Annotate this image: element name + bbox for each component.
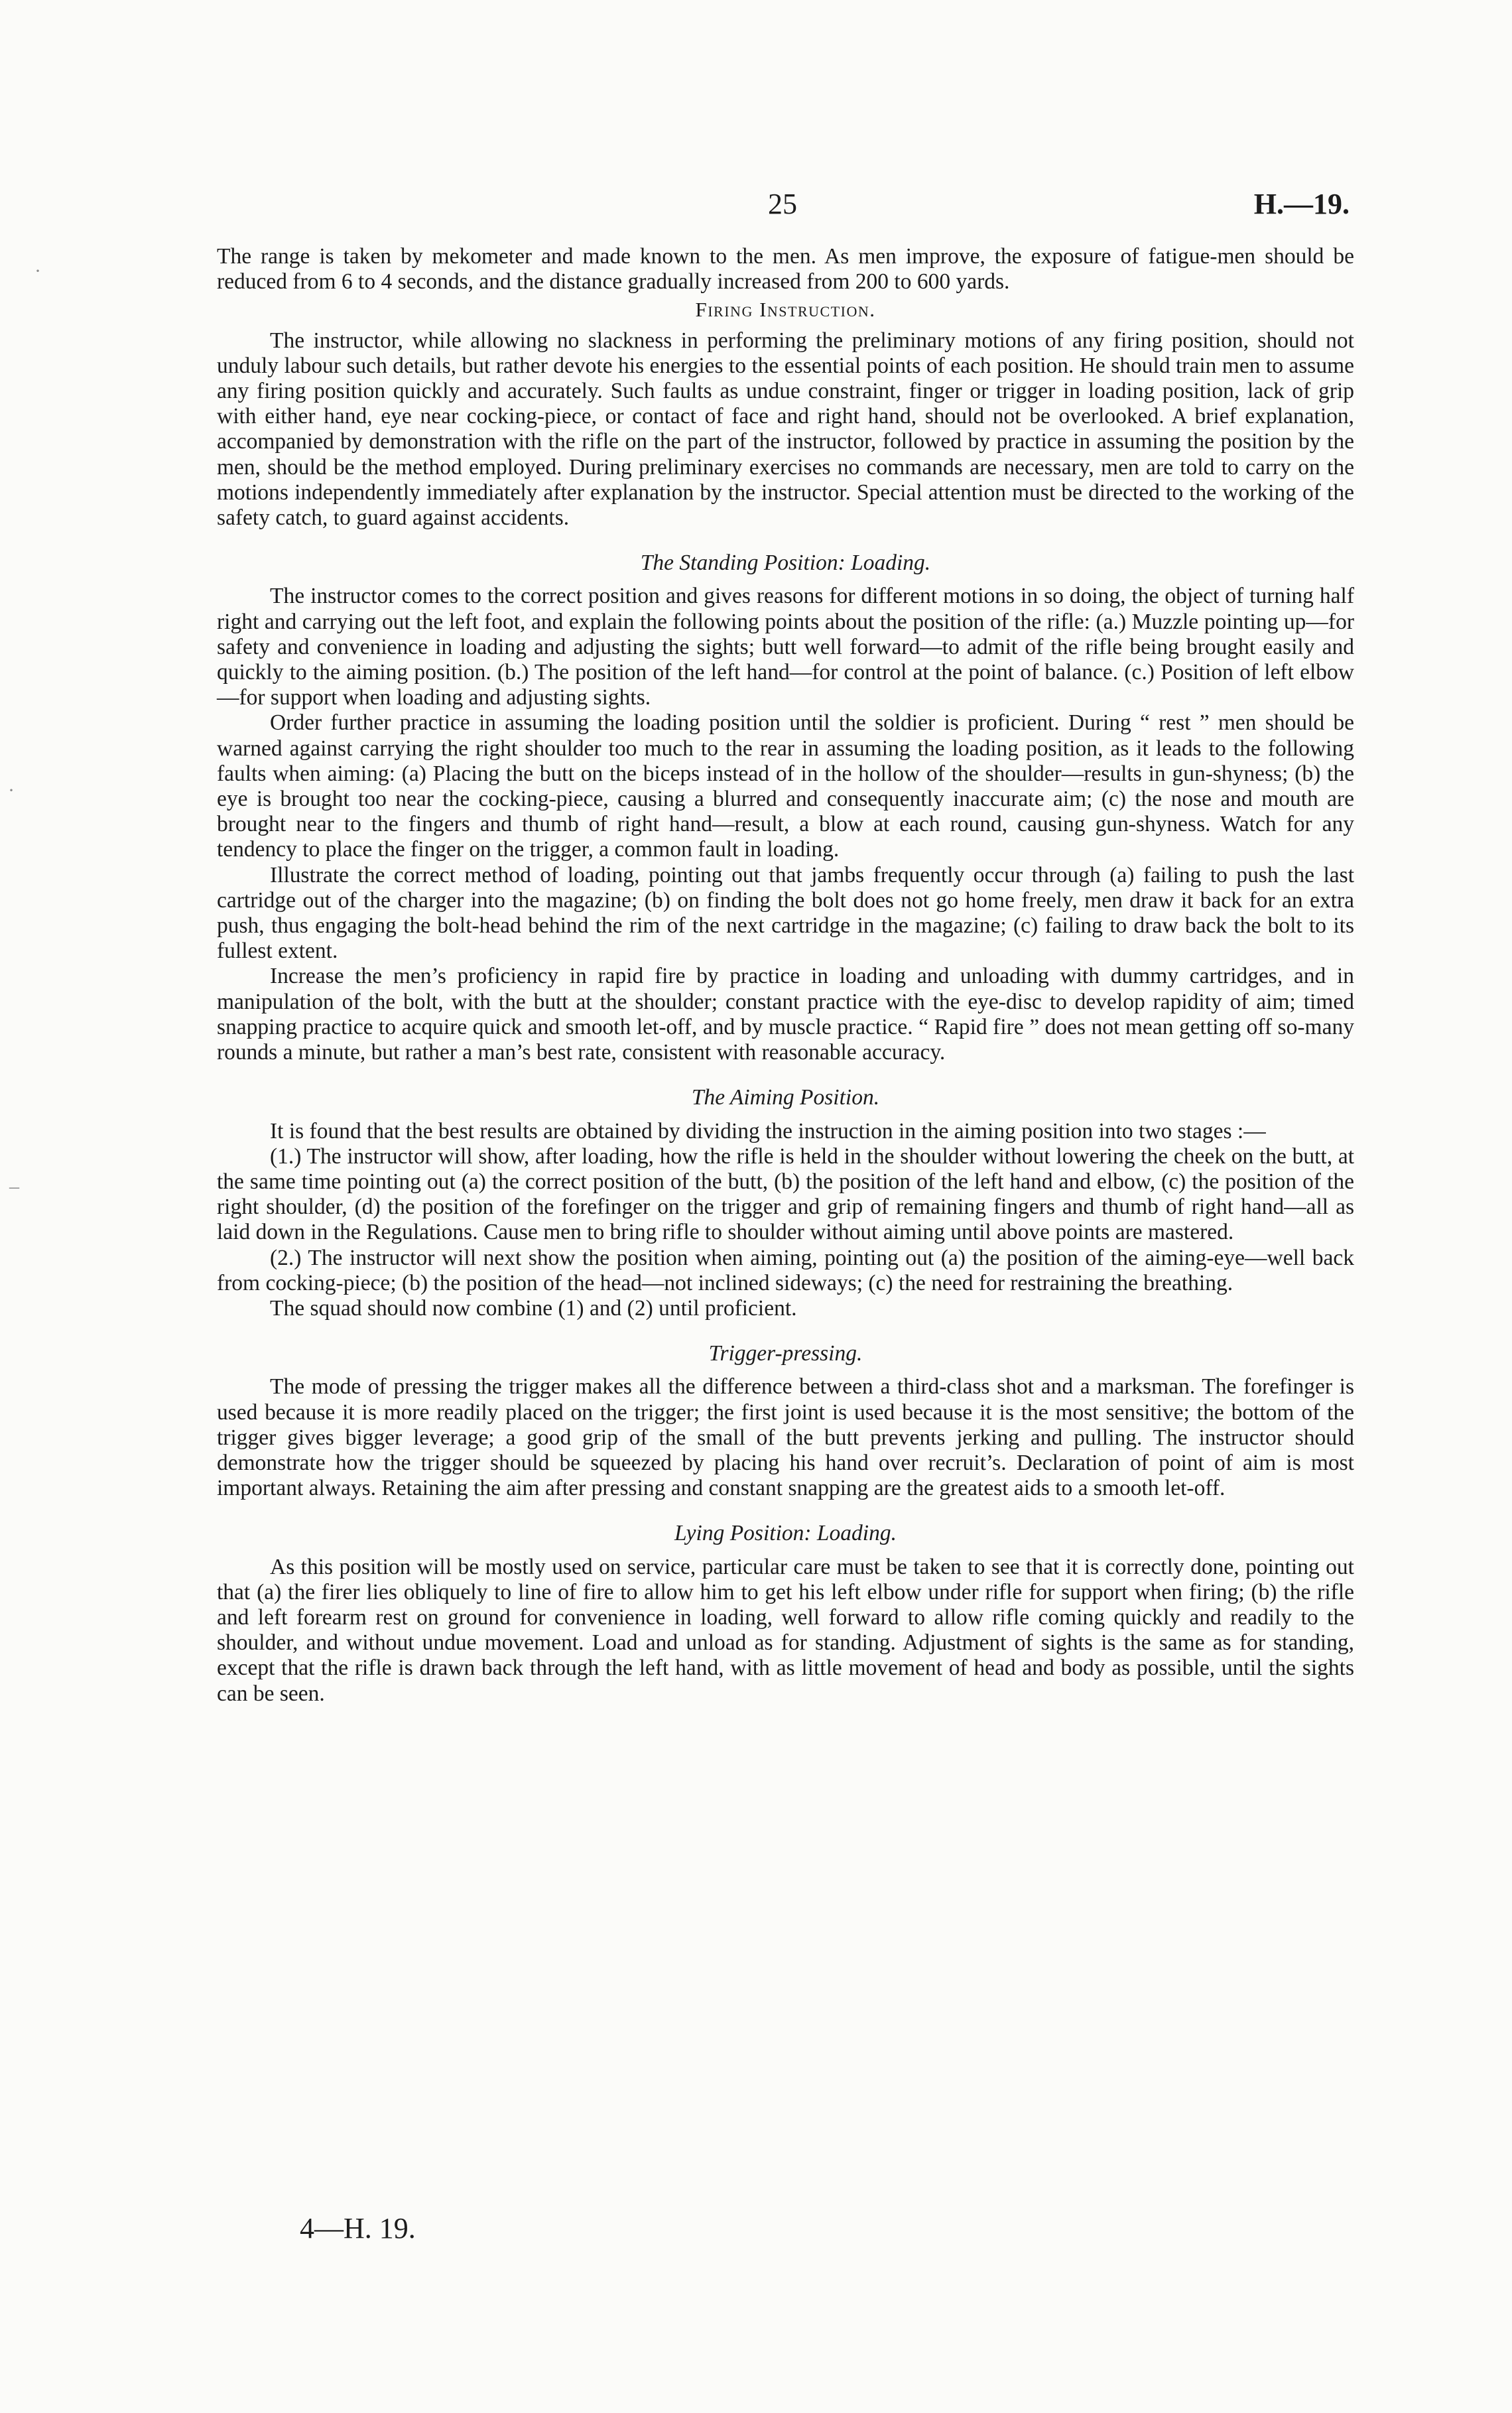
paragraph-aiming-4: The squad should now combine (1) and (2) until proficient. [270,1295,797,1321]
heading-aiming-position: The Aiming Position. [691,1085,880,1110]
body-text [217,244,1354,1707]
heading-trigger-pressing: Trigger-pressing. [708,1341,863,1366]
paragraph-trigger-pressing: The mode of pressing the trigger makes all the difference between a third-class shot and a marksman. The forefinger is used because it is more readily placed on the trigger; the first joint is used because it is the most sensitive; the bottom of the trigger gives bigger leverage; a good grip of the small of the butt prevents jerking and pulling. The instructor should demonstrate how the trigger should be squeezed by placing his hand over recruit’s. Declaration of point of aim is most important always. Retaining the aim after pressing and constant snapping are the greatest aids to a smooth let-off. [217,1374,1354,1501]
paragraph-aiming-3: (2.) The instructor will next show the position when aiming, pointing out (a) the position of the aiming-eye—well back from cocking-piece; (b) the position of the head—not inclined sideways; (c) the need for restraining the breathing. [217,1245,1354,1295]
heading-lying-position: Lying Position: Loading. [674,1521,897,1546]
paragraph-intro: The range is taken by mekometer and made known to the men. As men improve, the exposure of fatigue-men should be reduced from 6 to 4 seconds, and the distance gradually increased from 200 to 600 yards. [217,244,1354,294]
heading-firing-instruction: Firing Instruction. [695,298,876,322]
document-reference: H.—19. [1253,188,1350,220]
scan-mark: – [9,1175,19,1197]
paragraph-firing-instruction: The instructor, while allowing no slackness in performing the preliminary motions of any firing position, should not unduly labour such details, but rather devote his energies to the essential points of each position. He should train men to assume any firing position quickly and accurately. Such faults as undue constraint, finger or trigger in loading position, lack of grip with either hand, eye near cocking-piece, or contact of face and right hand, should not be overlooked. A brief explanation, accompanied by demonstration with the rifle on the part of the instructor, followed by practice in assuming the position by the men, should be the method employed. During preliminary exercises no commands are necessary, men are told to carry on the motions independently immediately after explanation by the instructor. Special attention must be directed to the working of the safety catch, to guard against accidents. [217,328,1354,531]
paragraph-standing-1: The instructor comes to the correct position and gives reasons for different motions in so doing, the object of turning half right and carrying out the left foot, and explain the following points about the position of the rifle: (a.) Muzzle pointing up—for safety and convenience in loading and adjusting the sights; butt well forward—to admit of the rifle being brought easily and quickly to the aiming position. (b.) The position of the left hand—for control at the point of balance. (c.) Position of left elbow—for support when loading and adjusting sights. [217,584,1354,710]
paragraph-standing-2: Order further practice in assuming the loading position until the soldier is proficient. During “ rest ” men should be warned against carrying the right shoulder too much to the rear in assuming the loading position, as it leads to the following faults when aiming: (a) Placing the butt on the biceps instead of in the hollow of the shoulder—results in gun-shyness; (b) the eye is brought too near the cocking-piece, causing a blurred and consequently inaccurate aim; (c) the nose and mouth are brought near to the fingers and thumb of right hand—result, a blow at each round, causing gun-shyness. Watch for any tendency to place the finger on the trigger, a common fault in loading. [217,710,1354,862]
paragraph-aiming-2: (1.) The instructor will show, after loading, how the rifle is held in the shoulder without lowering the cheek on the butt, at the same time pointing out (a) the correct position of the butt, (b) the position of the left hand and elbow, (c) the position of the right shoulder, (d) the position of the forefinger on the trigger and grip of remaining fingers and thumb of right hand—all as laid down in the Regulations. Cause men to bring rifle to shoulder without aiming until above points are mastered. [217,1143,1354,1245]
scan-mark: · [8,779,15,801]
paragraph-aiming-1: It is found that the best results are obtained by dividing the instruction in the aiming position into two stages :— [270,1118,1266,1143]
paragraph-lying-position: As this position will be mostly used on service, particular care must be taken to see that it is correctly done, pointing out that (a) the firer lies obliquely to line of fire to allow him to get his left elbow under rifle for support when firing; (b) the rifle and left forearm rest on ground for convenience in loading, well forward to allow rifle coming quickly and readily to the shoulder, and without undue movement. Load and unload as for standing. Adjustment of sights is the same as for standing, except that the rifle is drawn back through the left hand, with as little movement of head and body as possible, until the sights can be seen. [217,1554,1354,1706]
paragraph-standing-3: Illustrate the correct method of loading, pointing out that jambs frequently occur through (a) failing to push the last cartridge out of the charger into the magazine; (b) on finding the bolt does not go home freely, men draw it back for an extra push, thus engaging the bolt-head behind the rim of the next cartridge in the magazine; (c) failing to draw back the bolt to its fullest extent. [217,862,1354,964]
footer-signature: 4—H. 19. [300,2212,416,2245]
scan-mark: · [34,260,41,282]
paragraph-standing-4: Increase the men’s proficiency in rapid fire by practice in loading and unloading with dummy cartridges, and in manipulation of the bolt, with the butt at the shoulder; constant practice with the eye-disc to develop rapidity of aim; timed snapping practice to acquire quick and smooth let-off, and by muscle practice. “ Rapid fire ” does not mean getting off so-many rounds a minute, but rather a man’s best rate, consistent with reasonable accuracy. [217,964,1354,1065]
page-number: 25 [768,188,797,220]
heading-standing-position: The Standing Position: Loading. [640,551,931,576]
